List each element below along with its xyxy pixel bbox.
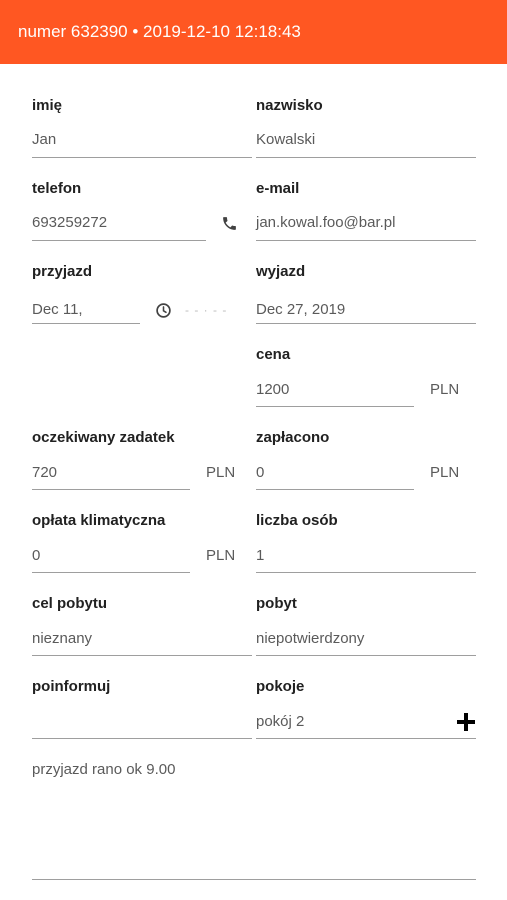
phone-label: telefon <box>32 180 82 197</box>
last-name-label: nazwisko <box>256 97 323 114</box>
first-name-label: imię <box>32 97 63 114</box>
price-input[interactable]: 1200 <box>256 381 290 398</box>
first-name-underline <box>32 157 252 158</box>
phone-underline <box>32 240 206 241</box>
price-label: cena <box>256 346 291 363</box>
clock-icon[interactable] <box>155 302 172 319</box>
email-label: e-mail <box>256 180 300 197</box>
notify-select[interactable] <box>32 713 252 731</box>
notes-underline <box>32 879 476 880</box>
rooms-label: pokoje <box>256 678 305 695</box>
phone-icon[interactable] <box>221 215 238 232</box>
paid-label: zapłacono <box>256 429 330 446</box>
climate-fee-underline <box>32 572 190 573</box>
deposit-underline <box>32 489 190 490</box>
stay-status-underline <box>256 655 476 656</box>
rooms-underline <box>256 738 476 739</box>
stay-purpose-select[interactable]: nieznany <box>32 630 93 647</box>
notify-label: poinformuj <box>32 678 111 695</box>
arrival-time-input[interactable]: - - · - - <box>185 303 228 317</box>
climate-fee-input[interactable]: 0 <box>32 547 41 564</box>
price-underline <box>256 406 414 407</box>
email-input[interactable]: jan.kowal.foo@bar.pl <box>256 214 396 231</box>
arrival-date-input[interactable]: Dec 11, <box>32 301 83 318</box>
paid-underline <box>256 489 414 490</box>
app-header <box>0 0 507 64</box>
stay-status-select[interactable]: niepotwierdzony <box>256 630 365 647</box>
guests-input[interactable]: 1 <box>256 547 265 564</box>
departure-date-input[interactable]: Dec 27, 2019 <box>256 301 346 318</box>
guests-label: liczba osób <box>256 512 338 529</box>
rooms-value[interactable]: pokój 2 <box>256 713 305 730</box>
stay-purpose-label: cel pobytu <box>32 595 108 612</box>
climate-fee-label: opłata klimatyczna <box>32 512 166 529</box>
stay-status-label: pobyt <box>256 595 297 612</box>
notes-textarea[interactable]: przyjazd rano ok 9.00 <box>32 761 176 778</box>
last-name-underline <box>256 157 476 158</box>
paid-unit: PLN <box>430 464 460 481</box>
deposit-unit: PLN <box>206 464 236 481</box>
departure-label: wyjazd <box>256 263 306 280</box>
deposit-input[interactable]: 720 <box>32 464 58 481</box>
stay-purpose-underline <box>32 655 252 656</box>
phone-input[interactable]: 693259272 <box>32 214 108 231</box>
climate-fee-unit: PLN <box>206 547 236 564</box>
email-underline <box>256 240 476 241</box>
arrival-date-underline <box>32 323 140 324</box>
guests-underline <box>256 572 476 573</box>
deposit-label: oczekiwany zadatek <box>32 429 175 446</box>
arrival-label: przyjazd <box>32 263 93 280</box>
departure-underline <box>256 323 476 324</box>
first-name-input[interactable]: Jan <box>32 131 57 148</box>
add-icon[interactable] <box>456 712 476 732</box>
paid-input[interactable]: 0 <box>256 464 265 481</box>
notify-underline <box>32 738 252 739</box>
last-name-input[interactable]: Kowalski <box>256 131 316 148</box>
price-unit: PLN <box>430 381 460 398</box>
header-title: numer 632390 • 2019-12-10 12:18:43 <box>18 22 301 41</box>
